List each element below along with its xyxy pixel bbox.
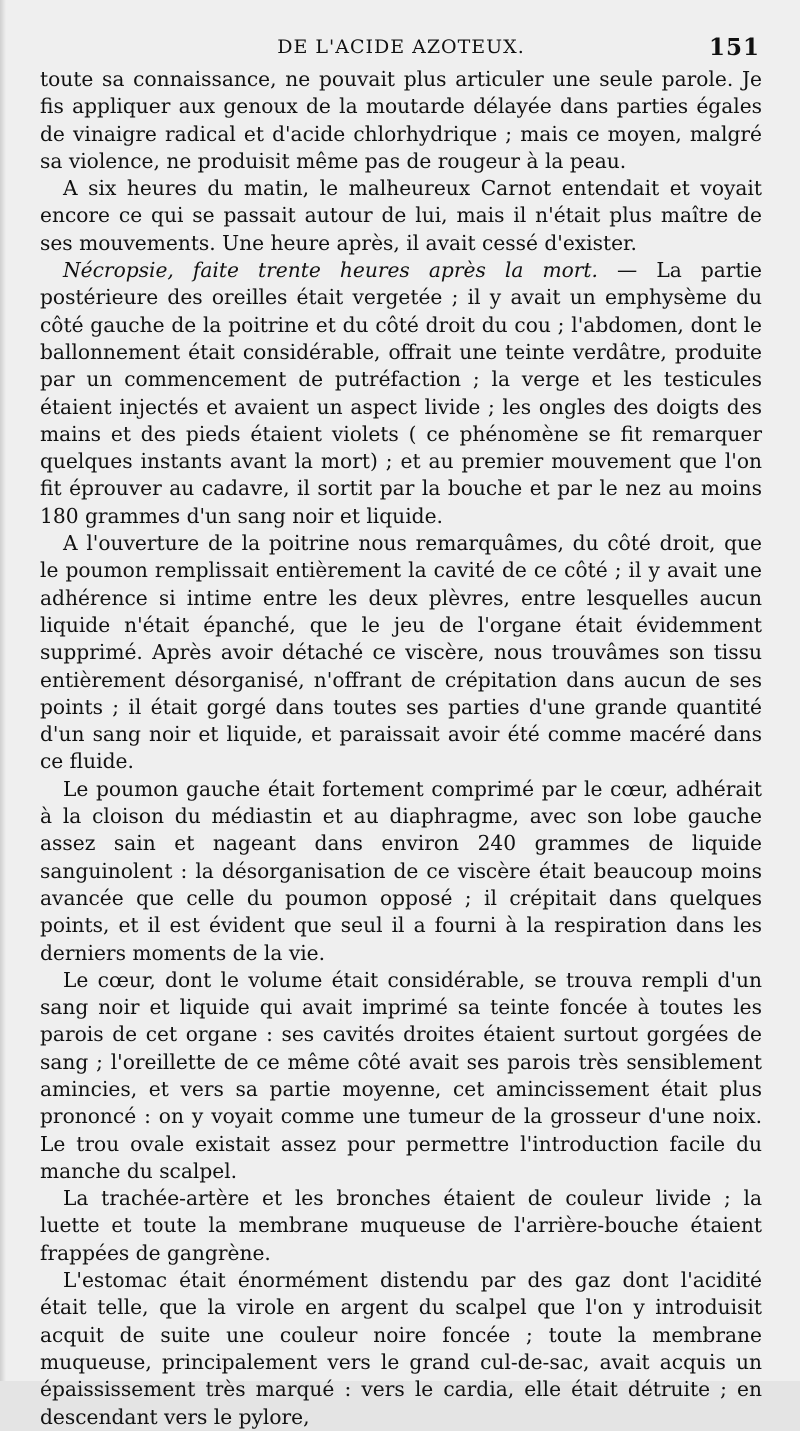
necropsy-heading: Nécropsie, faite trente heures après la mort.	[63, 258, 598, 283]
paragraph: L'estomac était énormément distendu par des gaz dont l'acidité était telle, que la virole en argent du scalpel que l'on y introduisit acquit de suite une couleur noire foncée ; toute la membrane muqueuse, principalement vers le grand cul-de-sac, avait acquis un épaississement très marqué : vers le cardia, elle était détruite ; en descendant vers le pylore,	[40, 1268, 762, 1429]
paragraph-continuation: toute sa connaissance, ne pouvait plus articuler une seule parole. Je fis appliquer aux genoux de la moutarde délayée dans parties égales de vinaigre radical et d'acide chlorhydrique ; mais ce moyen, malgré sa violence, ne produisit même pas de rougeur à la peau.	[40, 67, 762, 173]
paragraph: La trachée-artère et les bronches étaient de couleur livide ; la luette et toute la membrane muqueuse de l'arrière-bouche étaient frappées de gangrène.	[40, 1186, 762, 1265]
page-number: 151	[708, 34, 760, 61]
running-header	[40, 36, 762, 66]
paragraph: Le poumon gauche était fortement comprimé par le cœur, adhérait à la cloison du médiastin et au diaphragme, avec son lobe gauche assez sain et nageant dans environ 240 grammes de liquide sanguinolent : la désorganisation de ce viscère était beaucoup moins avancée que celle du poumon opposé ; il crépitait dans quelques points, et il est évident que seul il a fourni à la respiration dans les derniers moments de la vie.	[40, 776, 762, 965]
running-title: DE L'ACIDE AZOTEUX.	[277, 36, 525, 58]
paragraph: A six heures du matin, le malheureux Carnot entendait et voyait encore ce qui se passait autour de lui, mais il n'était plus maître de ses mouvements. Une heure après, il avait cessé d'exister.	[40, 176, 762, 255]
necropsy-text: — La partie postérieure des oreilles était vergetée ; il y avait un emphysème du côté gauche de la poitrine et du côté droit du cou ; l'abdomen, dont le ballonnement était considérable, offrait une teinte verdâtre, produite par un commencement de putréfaction ; la verge et les testicules étaient injectés et avaient un aspect livide ; les ongles des doigts des mains et des pieds étaient violets ( ce phénomène se fit remarquer quelques instants avant la mort) ; et au premier mouvement que l'on fit éprouver au cadavre, il sortit par la bouche et par le nez au moins 180 grammes d'un sang noir et liquide.	[40, 258, 762, 528]
paragraph: A l'ouverture de la poitrine nous remarquâmes, du côté droit, que le poumon remplissait entièrement la cavité de ce côté ; il y avait une adhérence si intime entre les deux plèvres, entre lesquelles aucun liquide n'était épanché, que le jeu de l'organe était évidemment supprimé. Après avoir détaché ce viscère, nous trouvâmes son tissu entièrement désorganisé, n'offrant de crépitation dans aucun de ses points ; il était gorgé dans toutes ses parties d'une grande quantité d'un sang noir et liquide, et paraissait avoir été comme macéré dans ce fluide.	[40, 531, 762, 774]
body-text	[40, 66, 762, 1431]
paragraph: Le cœur, dont le volume était considérable, se trouva rempli d'un sang noir et liquide qui avait imprimé sa teinte foncée à toutes les parois de cet organe : ses cavités droites étaient surtout gorgées de sang ; l'oreillette de ce même côté avait ses parois très sensiblement amincies, et vers sa partie moyenne, cet amincissement était plus prononcé : on y voyait comme une tumeur de la grosseur d'une noix. Le trou ovale existait assez pour permettre l'introduction facile du manche du scalpel.	[40, 967, 762, 1183]
scan-edge-shadow	[0, 0, 6, 1381]
paragraph-necropsy	[40, 257, 762, 530]
